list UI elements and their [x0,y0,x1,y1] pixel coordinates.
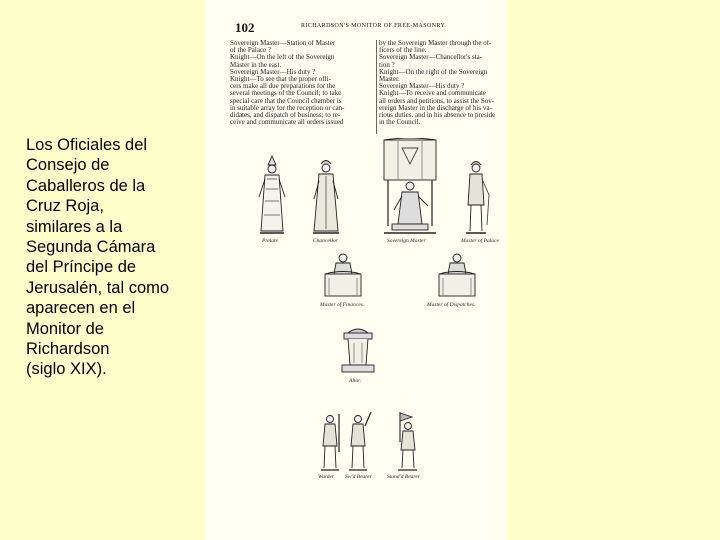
text-line: Sovereign Master—Station of Master [230,40,336,47]
text-line: of the Palace ? [230,47,272,55]
caption-line: Caballeros de la [26,176,146,195]
label-sovereign-master: Sovereign Master [387,238,426,244]
page-number: 102 [235,20,255,35]
label-swd-bearer: Sw'd Bearer [345,474,372,480]
text-line: ceive and communicate all orders issued [230,119,344,127]
label-master-of-dispatches: Master of Dispatches. [427,302,476,308]
text-line: Knight—To see that the proper offi- [230,76,332,84]
text-line: rious duties, and in his absence to preside [379,112,496,120]
label-stand-bearer: Stand'd Bearer [387,474,420,480]
text-line: all orders and petitions, to assist the Sov- [379,97,495,105]
altar-figure [338,325,378,375]
swd-bearer-figure [343,412,373,472]
text-line: Knight—On the left of the Sovereign [230,54,335,62]
text-line: Knight—On the right of the Sovereign [379,68,488,76]
page-header [235,20,497,36]
text-line: by the Sovereign Master through the of- [379,40,492,47]
caption-line: Consejo de [26,156,110,175]
caption-line: (siglo XIX). [26,360,107,379]
text-line: special care that the Council chamber is [230,97,342,105]
text-line: cers make all due preparations for the [230,83,336,91]
caption-line: Segunda Cámara [26,238,156,257]
label-altar: Altar. [349,378,362,384]
master-of-palace-figure [459,155,493,237]
book-page-scan [205,0,507,540]
sovereign-master-figure [378,138,442,238]
warder-figure [315,412,345,472]
text-line: Sovereign Master—His duty ? [379,83,465,91]
caption-line: similares a la [26,217,123,236]
text-line: ficers of the line. [379,47,427,55]
caption-line: Monitor de [26,319,104,338]
caption-line: Richardson [26,340,110,359]
text-line: ereign Master in the discharge of his va- [379,104,492,112]
text-line: didates, and dispatch of business; to re- [230,112,341,120]
label-chancellor: Chancellor [313,238,338,244]
text-line: in the Council. [379,119,421,127]
slide-caption [26,135,201,380]
stand-bearer-figure [392,412,422,472]
master-of-finances-figure [321,250,365,300]
caption-line: aparecen en el [26,299,136,318]
prelate-figure [255,155,289,237]
running-head: RICHARDSON'S MONITOR OF FREE-MASONRY. [301,23,447,29]
caption-line: Jerusalén, tal como [26,278,170,297]
text-column-left [230,40,370,126]
text-line: in suitable array for the reception or can- [230,104,345,112]
caption-line: Cruz Roja, [26,197,104,216]
text-line: Knight—To receive and communicate [379,90,486,98]
caption-line: Los Oficiales del [26,136,148,154]
chancellor-figure [309,155,343,237]
master-of-dispatches-figure [435,250,479,300]
label-prelate: Prelate [262,238,278,244]
text-line: several meetings of the Council; to take [230,90,342,98]
text-column-right [379,40,507,126]
text-line: Master in the east. [230,61,282,69]
label-master-of-palace: Master of Palace [461,238,499,244]
label-master-of-finances: Master of Finances. [320,302,365,308]
label-warder: Warder [318,474,335,480]
text-line: Sovereign Master—His duty ? [230,68,316,76]
column-divider [376,40,377,134]
caption-line: del Príncipe de [26,258,137,277]
text-line: tion ? [379,61,395,69]
text-line: Sovereign Master—Chancellor's sta- [379,54,483,62]
text-line: Master. [379,76,400,84]
